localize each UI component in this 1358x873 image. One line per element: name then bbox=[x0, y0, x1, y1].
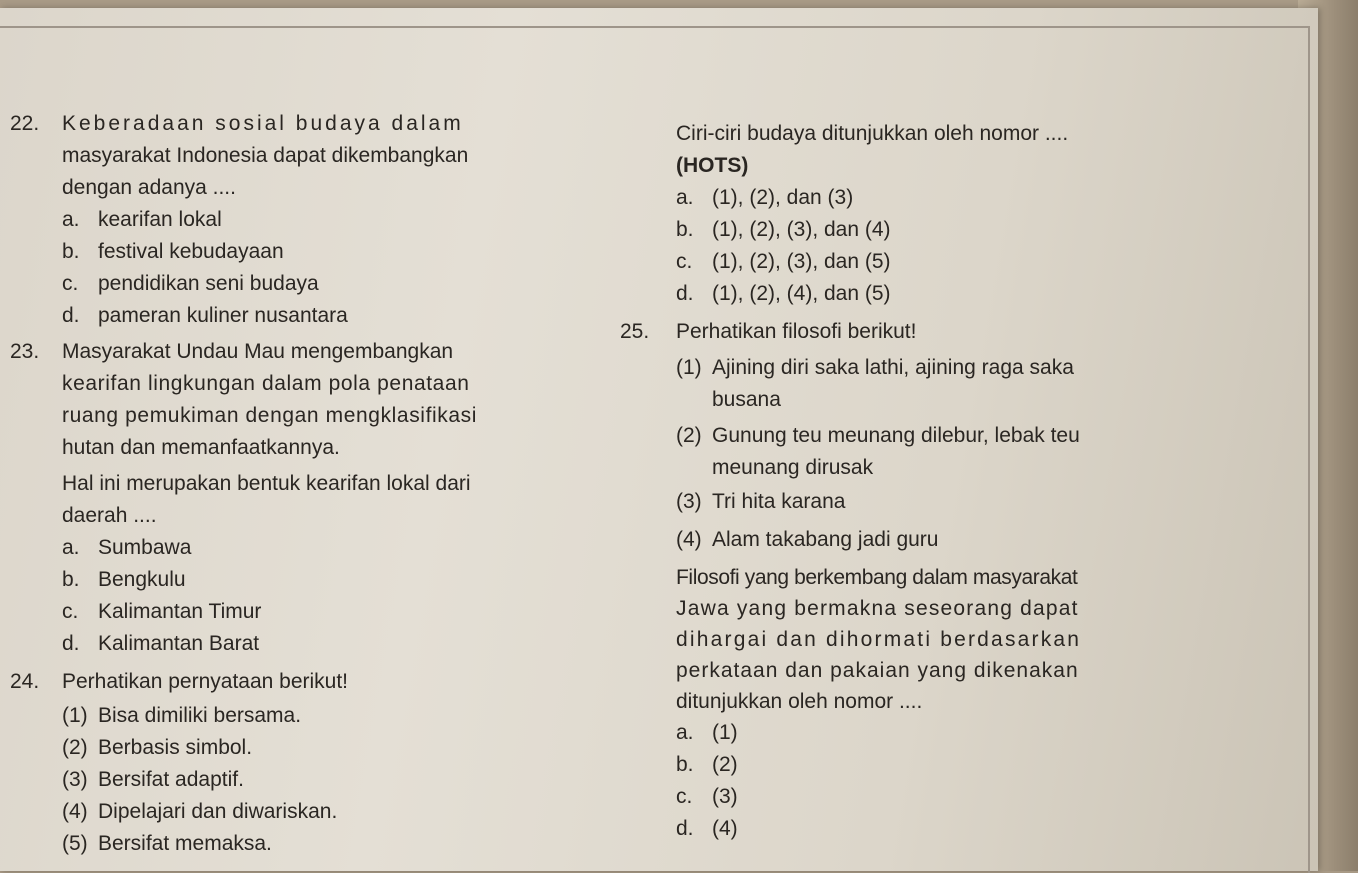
question-line: Masyarakat Undau Mau mengembangkan bbox=[62, 340, 454, 363]
prompt-line: dihargai dan dihormati berdasarkan bbox=[676, 628, 1082, 651]
option-a[interactable]: a. (1), (2), dan (3) bbox=[676, 186, 854, 209]
right-column bbox=[620, 118, 1280, 845]
hots-tag: (HOTS) bbox=[676, 154, 749, 177]
question-line: Keberadaan sosial budaya dalam bbox=[62, 112, 464, 135]
question-22 bbox=[10, 108, 610, 332]
question-number: 25. bbox=[620, 320, 650, 343]
left-column bbox=[10, 108, 610, 860]
statement-5: (5) Bersifat memaksa. bbox=[62, 832, 272, 855]
question-number: 22. bbox=[10, 112, 40, 135]
statement-3: (3) Tri hita karana bbox=[676, 490, 846, 513]
option-b[interactable]: b. festival kebudayaan bbox=[62, 240, 284, 263]
option-d[interactable]: d. (1), (2), (4), dan (5) bbox=[676, 282, 891, 305]
option-c[interactable]: c. (3) bbox=[676, 785, 738, 808]
question-number: 24. bbox=[10, 670, 40, 693]
statement-3: (3) Bersifat adaptif. bbox=[62, 768, 244, 791]
statement-2: (2) Berbasis simbol. bbox=[62, 736, 253, 759]
question-23 bbox=[10, 336, 610, 660]
option-d[interactable]: d. (4) bbox=[676, 817, 738, 840]
question-24 bbox=[10, 666, 610, 860]
question-prompt bbox=[676, 562, 1280, 717]
question-line: dengan adanya .... bbox=[62, 176, 236, 199]
prompt-line: Hal ini merupakan bentuk kearifan lokal dari bbox=[62, 472, 471, 495]
option-b[interactable]: b. (1), (2), (3), dan (4) bbox=[676, 218, 891, 241]
question-text: Perhatikan filosofi berikut! bbox=[676, 320, 917, 343]
question-text: Perhatikan pernyataan berikut! bbox=[62, 670, 349, 693]
statement-2: (2) Gunung teu meunang dilebur, lebak teu meunang dirusak bbox=[676, 424, 1080, 479]
question-25 bbox=[620, 316, 1280, 845]
question-text bbox=[62, 336, 610, 464]
statement-1: (1) Ajining diri saka lathi, ajining raga saka busana bbox=[676, 356, 1074, 411]
option-d[interactable]: d. pameran kuliner nusantara bbox=[62, 304, 348, 327]
question-prompt bbox=[62, 468, 610, 532]
question-line: ruang pemukiman dengan mengklasifikasi bbox=[62, 404, 478, 427]
question-number: 23. bbox=[10, 340, 40, 363]
prompt-line: Filosofi yang berkembang dalam masyarakat bbox=[676, 566, 1078, 589]
option-a[interactable]: a. (1) bbox=[676, 721, 738, 744]
statement-4: (4) Alam takabang jadi guru bbox=[676, 528, 939, 551]
option-b[interactable]: b. (2) bbox=[676, 753, 738, 776]
statement-4: (4) Dipelajari dan diwariskan. bbox=[62, 800, 338, 823]
question-text bbox=[62, 108, 610, 204]
option-a[interactable]: a. kearifan lokal bbox=[62, 208, 222, 231]
question-line: masyarakat Indonesia dapat dikembangkan bbox=[62, 144, 469, 167]
question-line: kearifan lingkungan dalam pola penataan bbox=[62, 372, 470, 395]
option-b[interactable]: b. Bengkulu bbox=[62, 568, 186, 591]
question-prompt: Ciri-ciri budaya ditunjukkan oleh nomor .... bbox=[676, 122, 1069, 145]
option-c[interactable]: c. Kalimantan Timur bbox=[62, 600, 262, 623]
option-d[interactable]: d. Kalimantan Barat bbox=[62, 632, 260, 655]
option-c[interactable]: c. (1), (2), (3), dan (5) bbox=[676, 250, 891, 273]
question-line: hutan dan memanfaatkannya. bbox=[62, 436, 340, 459]
option-a[interactable]: a. Sumbawa bbox=[62, 536, 192, 559]
prompt-line: daerah .... bbox=[62, 504, 157, 527]
statement-1: (1) Bisa dimiliki bersama. bbox=[62, 704, 302, 727]
question-24-continued bbox=[620, 118, 1280, 310]
option-c[interactable]: c. pendidikan seni budaya bbox=[62, 272, 319, 295]
prompt-line: perkataan dan pakaian yang dikenakan bbox=[676, 659, 1079, 682]
prompt-line: Jawa yang bermakna seseorang dapat bbox=[676, 597, 1079, 620]
prompt-line: ditunjukkan oleh nomor .... bbox=[676, 690, 923, 713]
